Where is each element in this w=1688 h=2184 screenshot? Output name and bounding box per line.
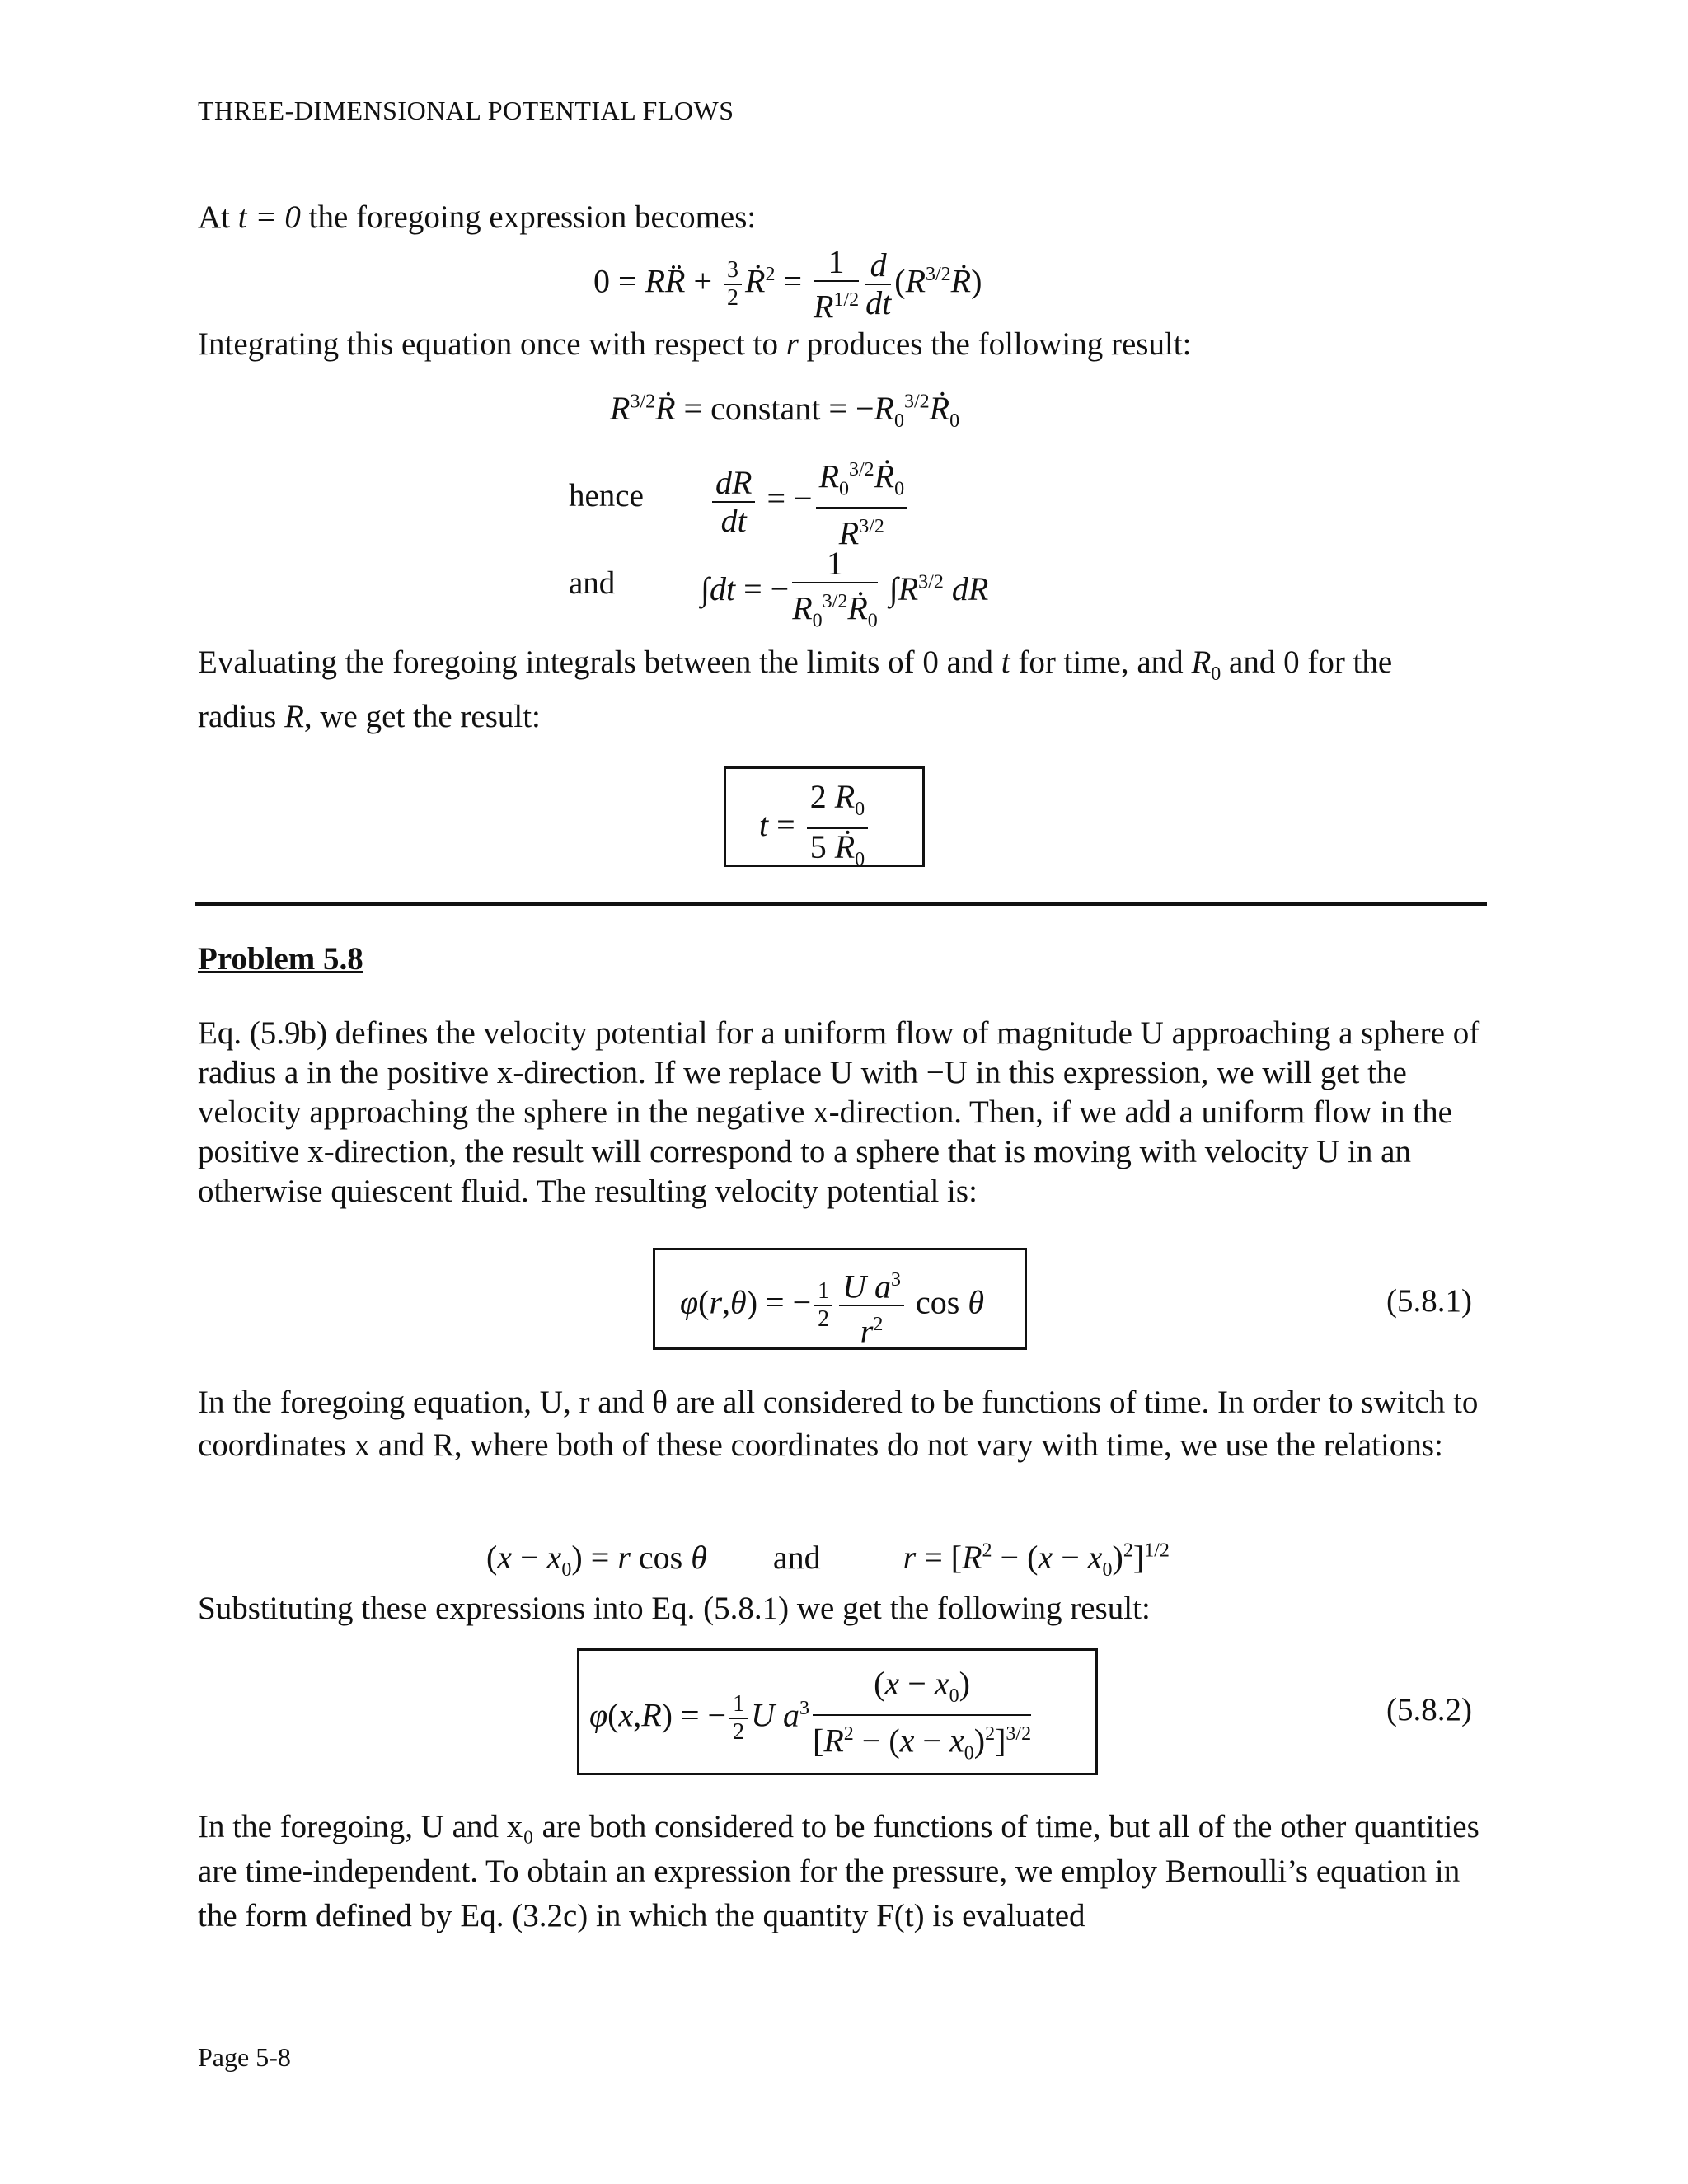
paragraph-functions-of-time: In the foregoing equation, U, r and θ are all considered to be functions of time. In order to switch to coordinates x and R, where both of these coordinates do not vary with time, we use the relations: xyxy=(198,1385,1479,1463)
evaluating-text-1: Evaluating the foregoing integrals between the limits of 0 and xyxy=(198,644,993,680)
paragraph-bernoulli: In the foregoing, U and x₀ are both considered to be functions of time, but all of the other quantities are time-independent. To obtain an expression for the pressure, we employ Bernoulli’s equation in the form defined by Eq. (3.2c) in which the quantity F(t) is evaluated xyxy=(198,1809,1479,1933)
page-number: Page 5-8 xyxy=(198,2042,291,2072)
intro-text: At xyxy=(198,199,230,235)
constant-word: constant xyxy=(710,390,821,427)
relations-and: and xyxy=(772,1539,821,1576)
paragraph-velocity-potential: Eq. (5.9b) defines the velocity potential for a uniform flow of magnitude U approaching a sphere of radius a in the positive x-direction. If we replace U with −U in this expression, we will get the velocity approaching the sphere in the negative x-direction. Then, if we add a uniform flow in the positive x-direction, the result will correspond to a sphere that is moving with velocity U in an otherwise quiescent fluid. The resulting velocity potential is: xyxy=(198,1015,1480,1209)
equation-relations: $(x - x_0) = r$ cos θ and $r = [R^2 - (x - x_0)^2]^{1/2}$ xyxy=(486,1539,1170,1581)
result-box-time: t = $\frac{2 R_0}{5 Ṙ_0}$ xyxy=(724,766,925,867)
evaluating-paragraph: Evaluating the foregoing integrals between the limits of 0 and t for time, and $R_0$ and 0 for the radius R, we get the result: xyxy=(198,644,1393,734)
equation-constant: $R^{3/2}Ṙ$ = constant = $-R_0^{3/2}Ṙ_0$ xyxy=(610,390,960,432)
equation-drdt: $\frac{dR}{dt}$ = − $\frac{R_0^{3/2}Ṙ_0}{R^{3/2}}$ xyxy=(709,452,911,552)
hence-label: hence xyxy=(569,478,644,513)
evaluating-t: t xyxy=(1001,644,1010,680)
evaluating-text-3: and 0 for the xyxy=(1229,644,1393,680)
integrating-text-2: produces the following result: xyxy=(806,326,1192,362)
integrating-var: r xyxy=(785,326,799,362)
intro-eq: t = 0 xyxy=(237,199,301,235)
integrating-text: Integrating this equation once with respect to xyxy=(198,326,778,362)
equation-box-5-8-1: φ(r,θ) = − $\frac{1}{2}$ $\frac{U a^3}{r^2}$ cos θ xyxy=(653,1248,1027,1350)
integrating-line xyxy=(198,323,1517,366)
paragraph-substituting: Substituting these expressions into Eq. (5.8.1) we get the following result: xyxy=(198,1591,1151,1626)
equation-integral: ∫dt = − $\frac{1}{R_0^{3/2}Ṙ_0}$ $\int R^{3/2}$ dR xyxy=(701,545,989,632)
equation-rayleigh: 0 = RR̈̈ + $\frac{3}{2}$ Ṙ$^2$ = $\frac{1}{R^{1/2}}$ $\frac{d}{dt}$ $(R^{3/2}Ṙ)$ xyxy=(593,243,982,326)
equation-number-5-8-1: (5.8.1) xyxy=(1386,1283,1472,1319)
evaluating-text-2: for time, and xyxy=(1018,644,1184,680)
problem-title: Problem 5.8 xyxy=(198,941,363,977)
running-header: THREE-DIMENSIONAL POTENTIAL FLOWS xyxy=(198,96,734,125)
evaluating-text-5: , we get the result: xyxy=(303,698,541,734)
intro-line xyxy=(198,196,1517,239)
intro-text-2: the foregoing expression becomes: xyxy=(308,199,757,235)
equation-number-5-8-2: (5.8.2) xyxy=(1386,1692,1472,1727)
and-label: and xyxy=(569,565,616,601)
evaluating-text-4: radius xyxy=(198,698,277,734)
equation-box-5-8-2: φ(x,R) = − $\frac{1}{2}$ U $a^3$ $\frac{(x - x_0)}{[R^2 - (x - x_0)^2]^{3/2}}$ xyxy=(577,1648,1098,1775)
section-divider xyxy=(195,902,1487,906)
